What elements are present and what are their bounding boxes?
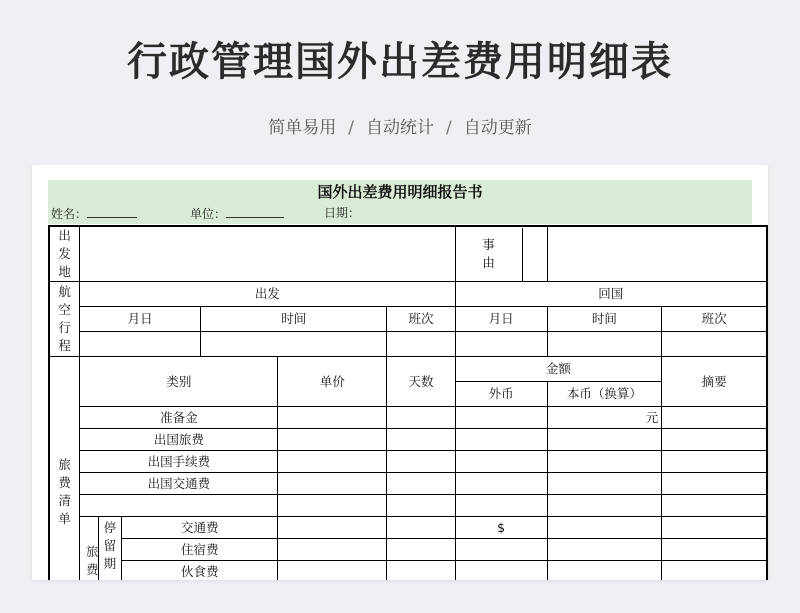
meals-label: 伙食费	[122, 561, 278, 581]
cell[interactable]	[662, 517, 767, 539]
table-row	[49, 451, 767, 473]
name-label: 姓名：	[51, 207, 88, 221]
name-blank[interactable]	[87, 205, 137, 218]
cell[interactable]	[387, 473, 455, 495]
matter-label-cell: 事由	[455, 226, 547, 282]
summary-header: 摘要	[662, 357, 767, 407]
reserve-label: 准备金	[80, 407, 278, 429]
table-row	[49, 539, 767, 561]
unit-label: 单位：	[190, 207, 227, 221]
return-flight-header: 班次	[662, 307, 767, 332]
table-row	[49, 226, 767, 282]
depart-month-day-header: 月日	[80, 307, 201, 332]
lodging-label: 住宿费	[122, 539, 278, 561]
cell[interactable]	[80, 495, 278, 517]
cell[interactable]	[278, 473, 387, 495]
table-row	[49, 473, 767, 495]
cell[interactable]	[547, 473, 662, 495]
unit-field	[190, 205, 284, 222]
cell[interactable]	[455, 429, 547, 451]
subtitle-separator: /	[348, 118, 354, 138]
return-month-day-cell[interactable]	[455, 332, 547, 357]
unit-blank[interactable]	[226, 205, 284, 218]
cell[interactable]	[387, 451, 455, 473]
cell[interactable]	[547, 539, 662, 561]
table-row	[49, 429, 767, 451]
travel-sub-label: 旅费	[86, 544, 99, 577]
cell[interactable]	[278, 429, 387, 451]
expense-label-cell: 旅费清单	[49, 357, 80, 581]
subtitle-item: 自动统计	[366, 118, 434, 138]
cell[interactable]	[455, 495, 547, 517]
page-subtitle	[0, 113, 800, 138]
cell[interactable]	[455, 473, 547, 495]
cell[interactable]	[547, 517, 662, 539]
return-header: 回国	[455, 282, 767, 307]
depart-month-day-cell[interactable]	[80, 332, 201, 357]
cell[interactable]	[662, 539, 767, 561]
cell[interactable]	[387, 407, 455, 429]
table-row	[49, 495, 767, 517]
table-row	[49, 561, 767, 581]
table-row	[49, 282, 767, 307]
cell[interactable]	[662, 561, 767, 581]
handling-fee-label: 出国手续费	[80, 451, 278, 473]
cell[interactable]	[662, 495, 767, 517]
table-row	[49, 357, 767, 382]
depart-time-cell[interactable]	[201, 332, 387, 357]
return-time-header: 时间	[547, 307, 662, 332]
cell[interactable]	[278, 539, 387, 561]
return-month-day-header: 月日	[455, 307, 547, 332]
subtitle-item: 简单易用	[268, 118, 337, 138]
subtitle-item: 自动更新	[463, 118, 532, 138]
depart-flight-cell[interactable]	[387, 332, 455, 357]
stay-label-cell: 停留期	[98, 517, 121, 581]
report-title: 国外出差费用明细报告书	[317, 183, 483, 201]
name-field	[51, 205, 137, 222]
cell[interactable]	[547, 429, 662, 451]
cell[interactable]	[387, 539, 455, 561]
cell[interactable]	[455, 407, 547, 429]
unit-price-header: 单价	[278, 357, 387, 407]
cell[interactable]	[455, 539, 547, 561]
cell[interactable]	[547, 495, 662, 517]
cell[interactable]	[455, 451, 547, 473]
depart-header: 出发	[80, 282, 455, 307]
travel-fee-label: 出国旅费	[80, 429, 278, 451]
foreign-header: 外币	[455, 382, 547, 407]
cell[interactable]	[662, 451, 767, 473]
cell[interactable]	[387, 495, 455, 517]
date-field	[324, 205, 360, 221]
table-row	[49, 517, 767, 539]
report-header	[48, 180, 752, 224]
date-label: 日期：	[324, 206, 361, 220]
cell[interactable]	[387, 429, 455, 451]
cell[interactable]	[662, 407, 767, 429]
dollar-cell: $	[455, 517, 547, 539]
yuan-cell: 元	[547, 407, 662, 429]
transport-abroad-label: 出国交通费	[80, 473, 278, 495]
amount-header: 金额	[455, 357, 662, 382]
local-header: 本币（换算）	[547, 382, 662, 407]
table-row	[49, 332, 767, 357]
cell[interactable]	[662, 473, 767, 495]
cell[interactable]	[387, 517, 455, 539]
cell[interactable]	[455, 561, 547, 581]
return-time-cell[interactable]	[547, 332, 662, 357]
cell[interactable]	[278, 451, 387, 473]
flight-label-cell: 航空行程	[49, 282, 80, 357]
category-header: 类别	[80, 357, 278, 407]
table-row	[49, 407, 767, 429]
cell[interactable]	[662, 429, 767, 451]
origin-value-cell[interactable]	[80, 226, 455, 282]
table-row	[49, 307, 767, 332]
origin-label-cell: 出发地	[49, 226, 80, 282]
transport-label: 交通费	[122, 517, 278, 539]
cell[interactable]	[547, 451, 662, 473]
matter-value-cell[interactable]	[547, 226, 767, 282]
page-title: 行政管理国外出差费用明细表	[127, 39, 673, 85]
cell[interactable]	[278, 561, 387, 581]
return-flight-cell[interactable]	[662, 332, 767, 357]
cell[interactable]	[547, 561, 662, 581]
cell[interactable]	[278, 495, 387, 517]
depart-time-header: 时间	[201, 307, 387, 332]
cell[interactable]	[278, 517, 387, 539]
days-header: 天数	[387, 357, 455, 407]
report-card	[32, 165, 768, 580]
cell[interactable]	[278, 407, 387, 429]
depart-flight-header: 班次	[387, 307, 455, 332]
subtitle-separator: /	[446, 118, 452, 138]
expense-table	[48, 225, 768, 580]
cell[interactable]	[387, 561, 455, 581]
